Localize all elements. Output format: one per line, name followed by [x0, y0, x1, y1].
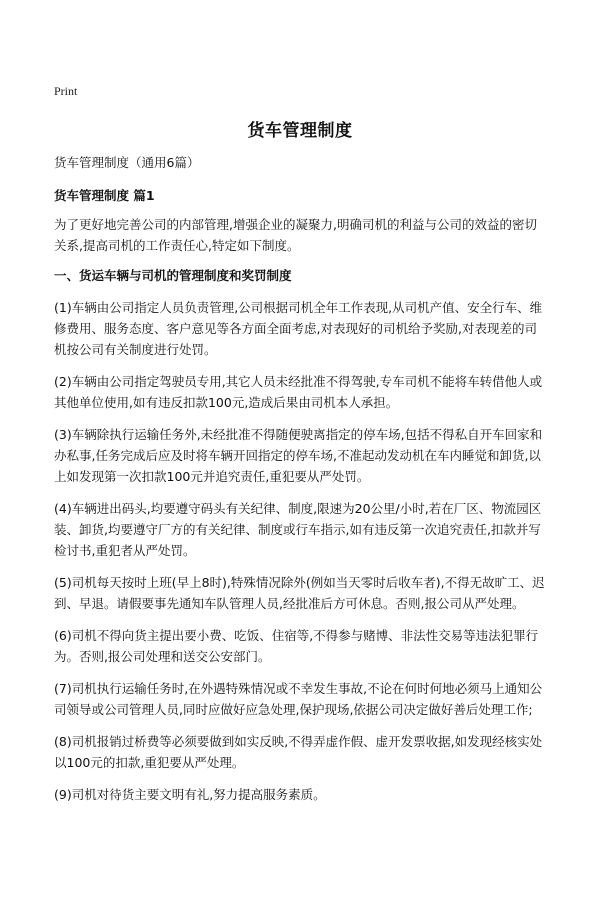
document-subtitle: 货车管理制度（通用6篇） — [54, 155, 200, 170]
chapter-heading: 一、货运车辆与司机的管理制度和奖罚制度 — [54, 268, 292, 283]
rule-paragraph-5: (5)司机每天按时上班(早上8时),特殊情况除外(例如当天零时后收车者),不得无故旷工、迟到、早退。请假要事先通知车队管理人员,经批准后方可休息。否则,报公司从严处理。 — [54, 575, 545, 611]
print-label: Print — [54, 84, 78, 98]
rule-paragraph-7: (7)司机执行运输任务时,在外遇特殊情况或不幸发生事故,不论在何时何地必须马上通知公司领导或公司管理人员,同时应做好应急处理,保护现场,依据公司决定做好善后处理工作; — [54, 681, 543, 717]
rule-paragraph-8: (8)司机报销过桥费等必须要做到如实反映,不得弄虚作假、虚开发票收据,如发现经核实处以100元的扣款,重犯要从严处理。 — [54, 734, 543, 770]
rule-paragraph-1: (1)车辆由公司指定人员负责管理,公司根据司机全年工作表现,从司机产值、安全行车、维修费用、服务态度、客户意见等各方面全面考虑,对表现好的司机给予奖励,对表现差的司机按公司有关制度进行处罚。 — [54, 300, 543, 357]
rule-paragraph-9: (9)司机对待货主要文明有礼,努力提高服务素质。 — [54, 787, 326, 802]
page-title: 货车管理制度 — [247, 121, 353, 141]
document-body — [54, 148, 546, 805]
intro-paragraph: 为了更好地完善公司的内部管理,增强企业的凝聚力,明确司机的利益与公司的效益的密切关系,提高司机的工作责任心,特定如下制度。 — [54, 217, 537, 253]
rule-paragraph-3: (3)车辆除执行运输任务外,未经批准不得随便驶离指定的停车场,包括不得私自开车回家和办私事,任务完成后应及时将车辆开回指定的停车场,不准起动发动机在车内睡觉和卸货,以上如发现第一次扣款100元并追究责任,重犯要从严处罚。 — [54, 427, 543, 484]
section-heading: 货车管理制度 篇1 — [54, 188, 155, 203]
rule-paragraph-4: (4)车辆进出码头,均要遵守码头有关纪律、制度,限速为20公里/小时,若在厂区、物流园区装、卸货,均要遵守厂方的有关纪律、制度或行车指示,如有违反第一次追究责任,扣款并写检讨书,重犯者从严处罚。 — [54, 501, 542, 558]
rule-paragraph-6: (6)司机不得向货主提出要小费、吃饭、住宿等,不得参与赌博、非法性交易等违法犯罪行为。否则,报公司处理和送交公安部门。 — [54, 628, 539, 664]
rule-paragraph-2: (2)车辆由公司指定驾驶员专用,其它人员未经批准不得驾驶,专车司机不能将车转借他人或其他单位使用,如有违反扣款100元,造成后果由司机本人承担。 — [54, 374, 543, 410]
